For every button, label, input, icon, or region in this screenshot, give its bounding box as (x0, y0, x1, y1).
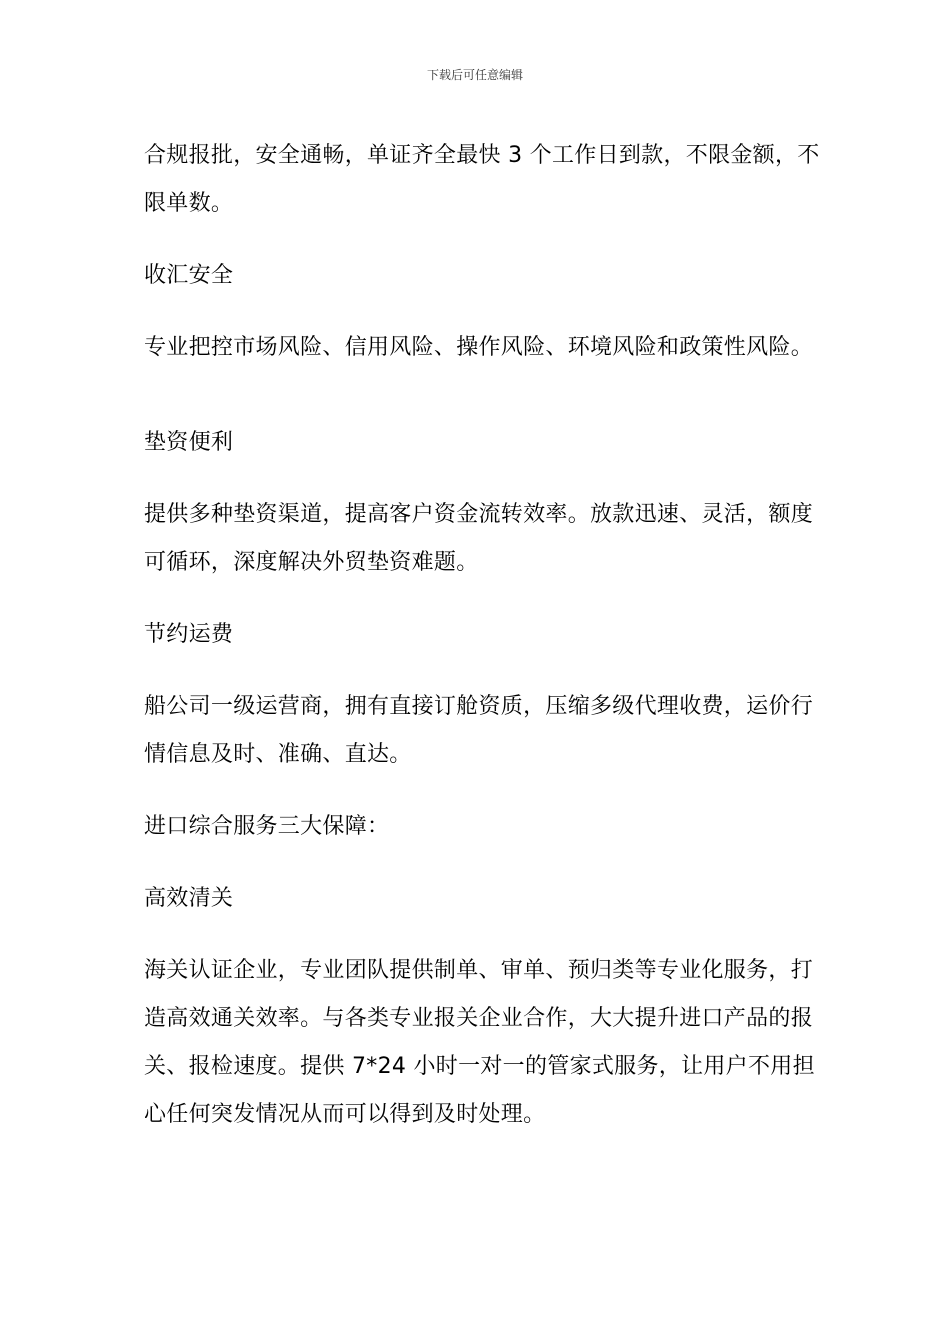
heading-customs-clearance: 高效清关 (144, 886, 234, 911)
paragraph-risk-control: 专业把控市场风险、信用风险、操作风险、环境风险和政策性风险。 (144, 335, 814, 360)
paragraph-freight: 船公司一级运营商，拥有直接订舱资质，压缩多级代理收费，运价行情信息及时、准确、直达。 (144, 694, 814, 767)
heading-collection-safety: 收汇安全 (144, 263, 234, 288)
page-header-note: 下载后可任意编辑 (426, 68, 523, 82)
heading-import-guarantees: 进口综合服务三大保障： (144, 814, 390, 839)
document-body (144, 132, 824, 1139)
heading-freight-savings: 节约运费 (144, 622, 234, 647)
paragraph-financing: 提供多种垫资渠道，提高客户资金流转效率。放款迅速、灵活，额度可循环，深度解决外贸垫资难题。 (144, 502, 814, 575)
paragraph-customs-clearance: 海关认证企业，专业团队提供制单、审单、预归类等专业化服务，打造高效通关效率。与各类专业报关企业合作，大大提升进口产品的报关、报检速度。提供 7*24 小时一对一的管家式服务，让用户不用担心任何突发情况从而可以得到及时处理。 (144, 958, 815, 1127)
heading-financing: 垫资便利 (144, 430, 234, 455)
paragraph-settlement-terms: 合规报批，安全通畅，单证齐全最快 3 个工作日到款，不限金额，不限单数。 (144, 143, 820, 216)
